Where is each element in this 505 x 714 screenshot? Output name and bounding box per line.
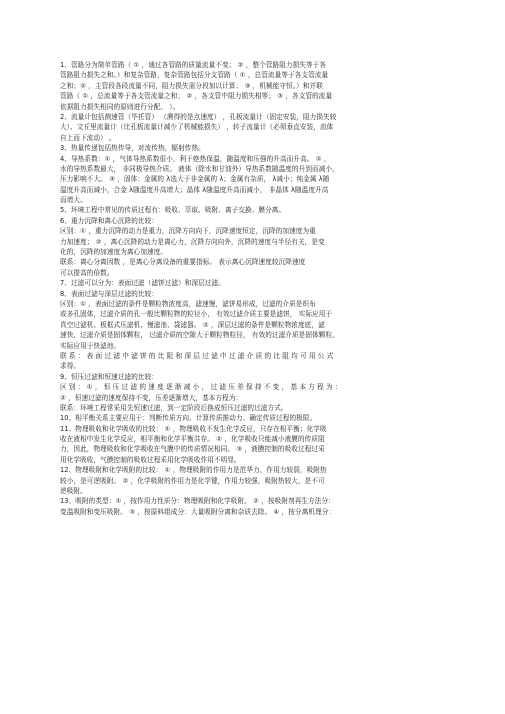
text-line: 联系：环境工程常采用先恒速过滤，到一定阶段后换成恒压过滤的过滤方式。 — [60, 403, 288, 412]
text-line: 求得。 — [60, 362, 81, 371]
text-line: 联 系 ： 表 面 过 滤 中 滤 饼 的 比 阻 和 深 层 过 滤 中 过 滤 介 质 的 比 阻 均 可 用 公 式 — [60, 351, 334, 360]
text-line: 2、流量计包括测速管（毕托管） （测得的是点速度） ，孔板流量计（固定安装，阻力损失较 — [60, 112, 337, 121]
text-line: 11、物理吸收和化学吸收的比较： ① ，物理吸收不发生化学反应，只存在相平衡；化学吸 — [60, 424, 327, 433]
text-line: 区别：① ，表面过滤的条件是颗粒物浓度高，滤速慢，滤饼易形成，过滤的介质是织布 — [60, 299, 316, 308]
text-line: 水的导热系数最大， 非同极导热介质。 液体（除水和甘油外）导热系数随温度的升到而减小， — [60, 164, 339, 173]
text-line: 压力影响不大。 ③ ，固体：金属的 λ选大于非金属的 λ；金属有杂质， λ减小；纯金属 λ随 — [60, 175, 330, 184]
text-line: 速快，过滤介质是固体颗粒， 过滤介质的空隙大于颗粒物粒径， 有效的过滤介质是固体颗粒， — [60, 331, 339, 340]
text-line: 联系：离心分离因数 ，是离心分离设备的重要指标。 表示离心沉降速度较沉降速度 — [60, 258, 306, 267]
text-line: 区 别 ： ① ， 恒 压 过 滤 的 速 度 逐 渐 减 小 ， 过 滤 压 差 保 持 不 变 ， 基 本 方 程 为 ： — [60, 383, 342, 392]
text-line: 或多孔固体，过滤介质的孔一般比颗粒物的粒径小， 有效过滤介质主要是滤饼， 实际应用于 — [60, 310, 333, 319]
text-line: 自上而下流动） 。 — [60, 133, 116, 142]
text-line: 温度升高而减小，合金 λ随温度升高增大；晶体 λ随温度升高而减小， 非晶体 λ随温度升高 — [60, 185, 329, 194]
text-line: 10、相平衡关系主要应用于：判断传质方向、计算传质推动力、确定传质过程的极限。 — [60, 414, 317, 423]
text-line: 较小，是可逆吸附。 ② ，化学吸附的作用力是化学键，作用力较强，吸附热较大，是不可 — [60, 476, 325, 485]
text-line: 用化学吸收，气膜控制的吸收过程采用化学吸收作用不明显。 — [60, 455, 241, 464]
text-line: ② ，恒速过滤的速度保持不变，压差逐渐增大，基本方程为： — [60, 393, 243, 402]
text-line: 管路（ ① ，总流量等于各支管流量之和； ② ，各支管中阻力损失相等； ③ ，各支管的流量 — [60, 92, 333, 101]
text-line: 可以提高的倍数。 — [60, 268, 114, 277]
text-line: 力加速度； ② ，离心沉降的动力是离心力，沉降方向向外，沉降的速度与半径有关，是变 — [60, 237, 325, 246]
text-line: 依据阻力损失相同的原则进行分配。 ）。 — [60, 102, 180, 111]
text-line: 收在液相中发生化学反应，相平衡和化学平衡共存。 ② ，化学吸收只能减小液膜的传质阻 — [60, 435, 325, 444]
text-line: 13、吸附的类型：① ，按作用力性质分：物理吸附和化学吸附。 ② ，按吸附剂再生方法分： — [60, 497, 335, 506]
document-body — [60, 60, 445, 517]
text-line: 逆吸附。 — [60, 487, 87, 496]
text-line: 之和；② ，主管段各段流量不同，阻力损失需分段加以计算； ③ ，机械能守恒。）和并联 — [60, 81, 323, 90]
text-line: 12、物理吸附和化学吸附的比较： ① ，物理吸附的作用力是范华力，作用力较弱，吸附热 — [60, 466, 327, 475]
text-line: 7、过滤可以分为：表面过滤（滤饼过滤）和深层过滤。 — [60, 279, 225, 288]
text-line: 力，因此，物理吸收和化学吸收在气膜中的传质情况相同。 ③ ，液膜控制的吸收过程过采 — [60, 445, 325, 454]
text-line: 4、导热系数：① ，气体导热系数很小，利于绝热保温，随温度和压强的升高而升高。 ② ， — [60, 154, 331, 163]
text-line: 而增大。 — [60, 196, 87, 205]
text-line: 管路阻力损失之和。）和复杂管路，复杂管路包括分支管路（ ① ，总管流量等于各支管流量 — [60, 71, 329, 80]
text-line: 实际应用于快滤池。 — [60, 341, 121, 350]
text-line: 5、环境工程中常见的传质过程有：吸收、萃取、吸附、离子交换、膜分离。 — [60, 206, 286, 215]
text-line: 真空过滤机、板框式压滤机、慢滤池、袋滤器。 ② ，深层过滤的条件是颗粒物浓度底，滤 — [60, 320, 325, 329]
text-line: 9、恒压过滤和恒速过滤的比较： — [60, 372, 159, 381]
text-line: 大）、文丘里流量计（比孔板流量计减少了机械能损失） ，转子流量计（必须垂直安装，流体 — [60, 123, 334, 132]
text-line: 区别：① ，重力沉降的动力是重力，沉降方向向下，沉降速度恒定，沉降的加速度为重 — [60, 227, 316, 236]
text-line: 变温吸附和变压吸附。 ③ ，按原料组成分：大量吸附分离和杂质去除。 ④ ，按分离机理分： — [60, 507, 336, 516]
text-line: 1、管路分为简单管路（ ① ，通过各管路的质量流量不变； ② ，整个管路阻力损失等于各 — [60, 61, 327, 69]
text-line: 6、重力沉降和离心沉降的比较： — [60, 216, 159, 225]
text-line: 3、热量传递包括热传导，对流传热，辐射传热。 — [60, 144, 205, 153]
text-line: 化的，沉降的加速度为离心加速度。 — [60, 248, 168, 257]
text-line: 8、表面过滤与深层过滤的比较： — [60, 289, 159, 298]
